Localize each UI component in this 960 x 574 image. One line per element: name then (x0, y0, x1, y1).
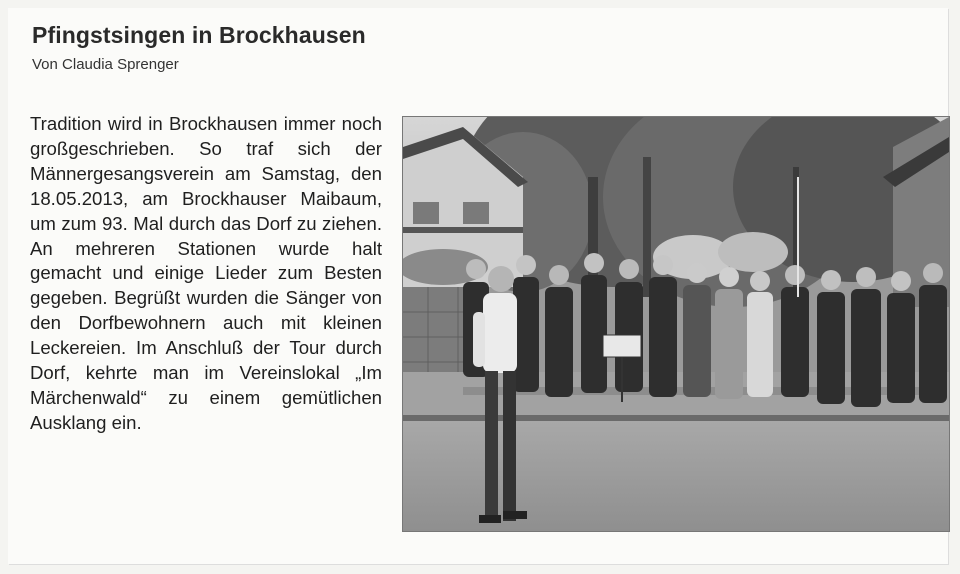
newspaper-page (8, 8, 948, 564)
choir-photo-image (403, 117, 949, 531)
article-body: Tradition wird in Brockhausen immer noch großgeschrieben. So traf sich der Männergesangsverein am Samstag, den 18.05.2013, am Brockhauser Maibaum, um zum 93. Mal durch das Dorf zu ziehen. An mehreren Stationen wurde halt gemacht und einige Lieder zum Besten gegeben. Begrüßt wurden die Sänger von den Dorfbewohnern auch mit kleinen Leckereien. Im Anschluß der Tour durch Dorf, kehrte man im Vereinslokal „Im Märchenwald“ zu einem gemütlichen Ausklang ein. (30, 113, 382, 433)
choir-photo (402, 116, 950, 532)
article-title: Pfingstsingen in Brockhausen (32, 22, 366, 48)
article-byline: Von Claudia Sprenger (32, 56, 179, 73)
